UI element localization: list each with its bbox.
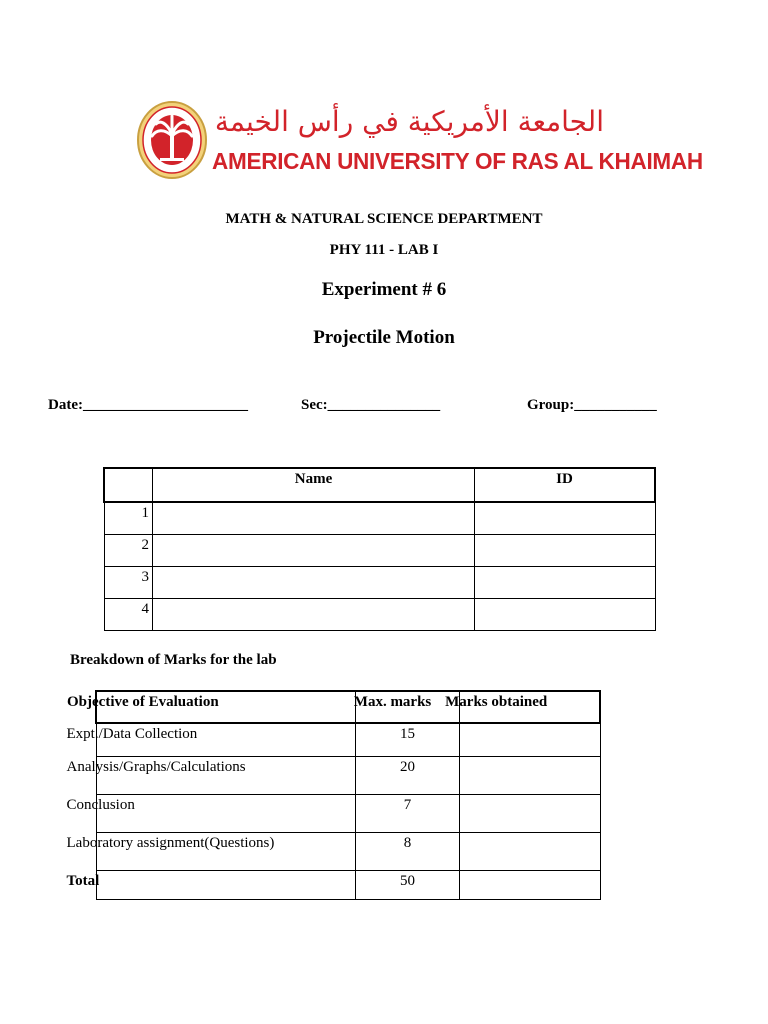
row-number: 1 xyxy=(104,502,153,535)
max-marks-cell: 15 xyxy=(355,723,459,757)
table-row xyxy=(104,599,655,631)
marks-obtained-cell[interactable] xyxy=(460,833,600,871)
total-marks-obtained-cell[interactable] xyxy=(460,871,600,900)
marks-header-row xyxy=(96,691,600,723)
objective-cell xyxy=(66,723,355,757)
experiment-number: Experiment # 6 xyxy=(321,279,447,300)
members-table xyxy=(103,467,656,631)
max-marks-cell: 7 xyxy=(355,795,459,833)
row-number: 3 xyxy=(104,567,153,599)
name-cell[interactable] xyxy=(153,567,475,599)
name-header: Name xyxy=(153,468,475,502)
objective-cell xyxy=(66,757,355,795)
marks-obtained-cell[interactable] xyxy=(460,757,600,795)
logo-arabic-text: الجامعة الأمريكية في رأس الخيمة xyxy=(214,105,604,138)
objective-header xyxy=(67,691,355,723)
objective-label: Conclusion xyxy=(66,797,135,813)
row-number: 2 xyxy=(104,535,153,567)
max-marks-header-label: Max. marks xyxy=(353,694,432,710)
date-field: Date:______________________ xyxy=(48,397,248,413)
row-number: 4 xyxy=(104,599,153,631)
id-cell[interactable] xyxy=(475,502,656,535)
university-logo xyxy=(136,100,703,182)
id-header: ID xyxy=(475,468,656,502)
marks-obtained-cell[interactable] xyxy=(460,723,600,757)
objective-cell xyxy=(66,795,355,833)
university-seal-icon xyxy=(136,100,208,180)
id-cell[interactable] xyxy=(475,599,656,631)
members-header-row xyxy=(104,468,655,502)
max-marks-header xyxy=(355,691,459,723)
logo-english-text: AMERICAN UNIVERSITY OF RAS AL KHAIMAH xyxy=(212,148,703,174)
objective-cell xyxy=(66,833,355,871)
objective-label: Expt./Data Collection xyxy=(66,726,198,742)
table-row xyxy=(104,535,655,567)
department-heading: MATH & NATURAL SCIENCE DEPARTMENT xyxy=(225,211,543,227)
marks-obtained-header-label: Marks obtained xyxy=(445,694,548,710)
max-marks-cell: 20 xyxy=(355,757,459,795)
table-row xyxy=(104,502,655,535)
total-row xyxy=(96,871,600,900)
section-field: Sec:_______________ xyxy=(301,397,441,413)
marks-obtained-header xyxy=(445,691,600,723)
number-header xyxy=(104,468,153,502)
name-cell[interactable] xyxy=(153,535,475,567)
group-field: Group:___________ xyxy=(527,397,657,413)
breakdown-heading: Breakdown of Marks for the lab xyxy=(70,652,277,668)
name-cell[interactable] xyxy=(153,502,475,535)
table-row xyxy=(96,723,600,757)
total-label: Total xyxy=(66,873,100,889)
id-cell[interactable] xyxy=(475,535,656,567)
objective-label: Laboratory assignment(Questions) xyxy=(66,835,275,851)
table-row xyxy=(104,567,655,599)
max-marks-cell: 8 xyxy=(355,833,459,871)
objective-label: Analysis/Graphs/Calculations xyxy=(66,759,246,775)
id-cell[interactable] xyxy=(475,567,656,599)
table-row xyxy=(96,757,600,795)
marks-obtained-cell[interactable] xyxy=(460,795,600,833)
total-label-cell xyxy=(66,871,355,900)
table-row xyxy=(96,795,600,833)
name-cell[interactable] xyxy=(153,599,475,631)
table-row xyxy=(96,833,600,871)
objective-header-label: Objective of Evaluation xyxy=(67,694,219,710)
marks-table xyxy=(66,690,601,900)
course-heading: PHY 111 - LAB I xyxy=(329,242,439,258)
total-max-marks-cell: 50 xyxy=(355,871,459,900)
experiment-title: Projectile Motion xyxy=(313,327,455,348)
